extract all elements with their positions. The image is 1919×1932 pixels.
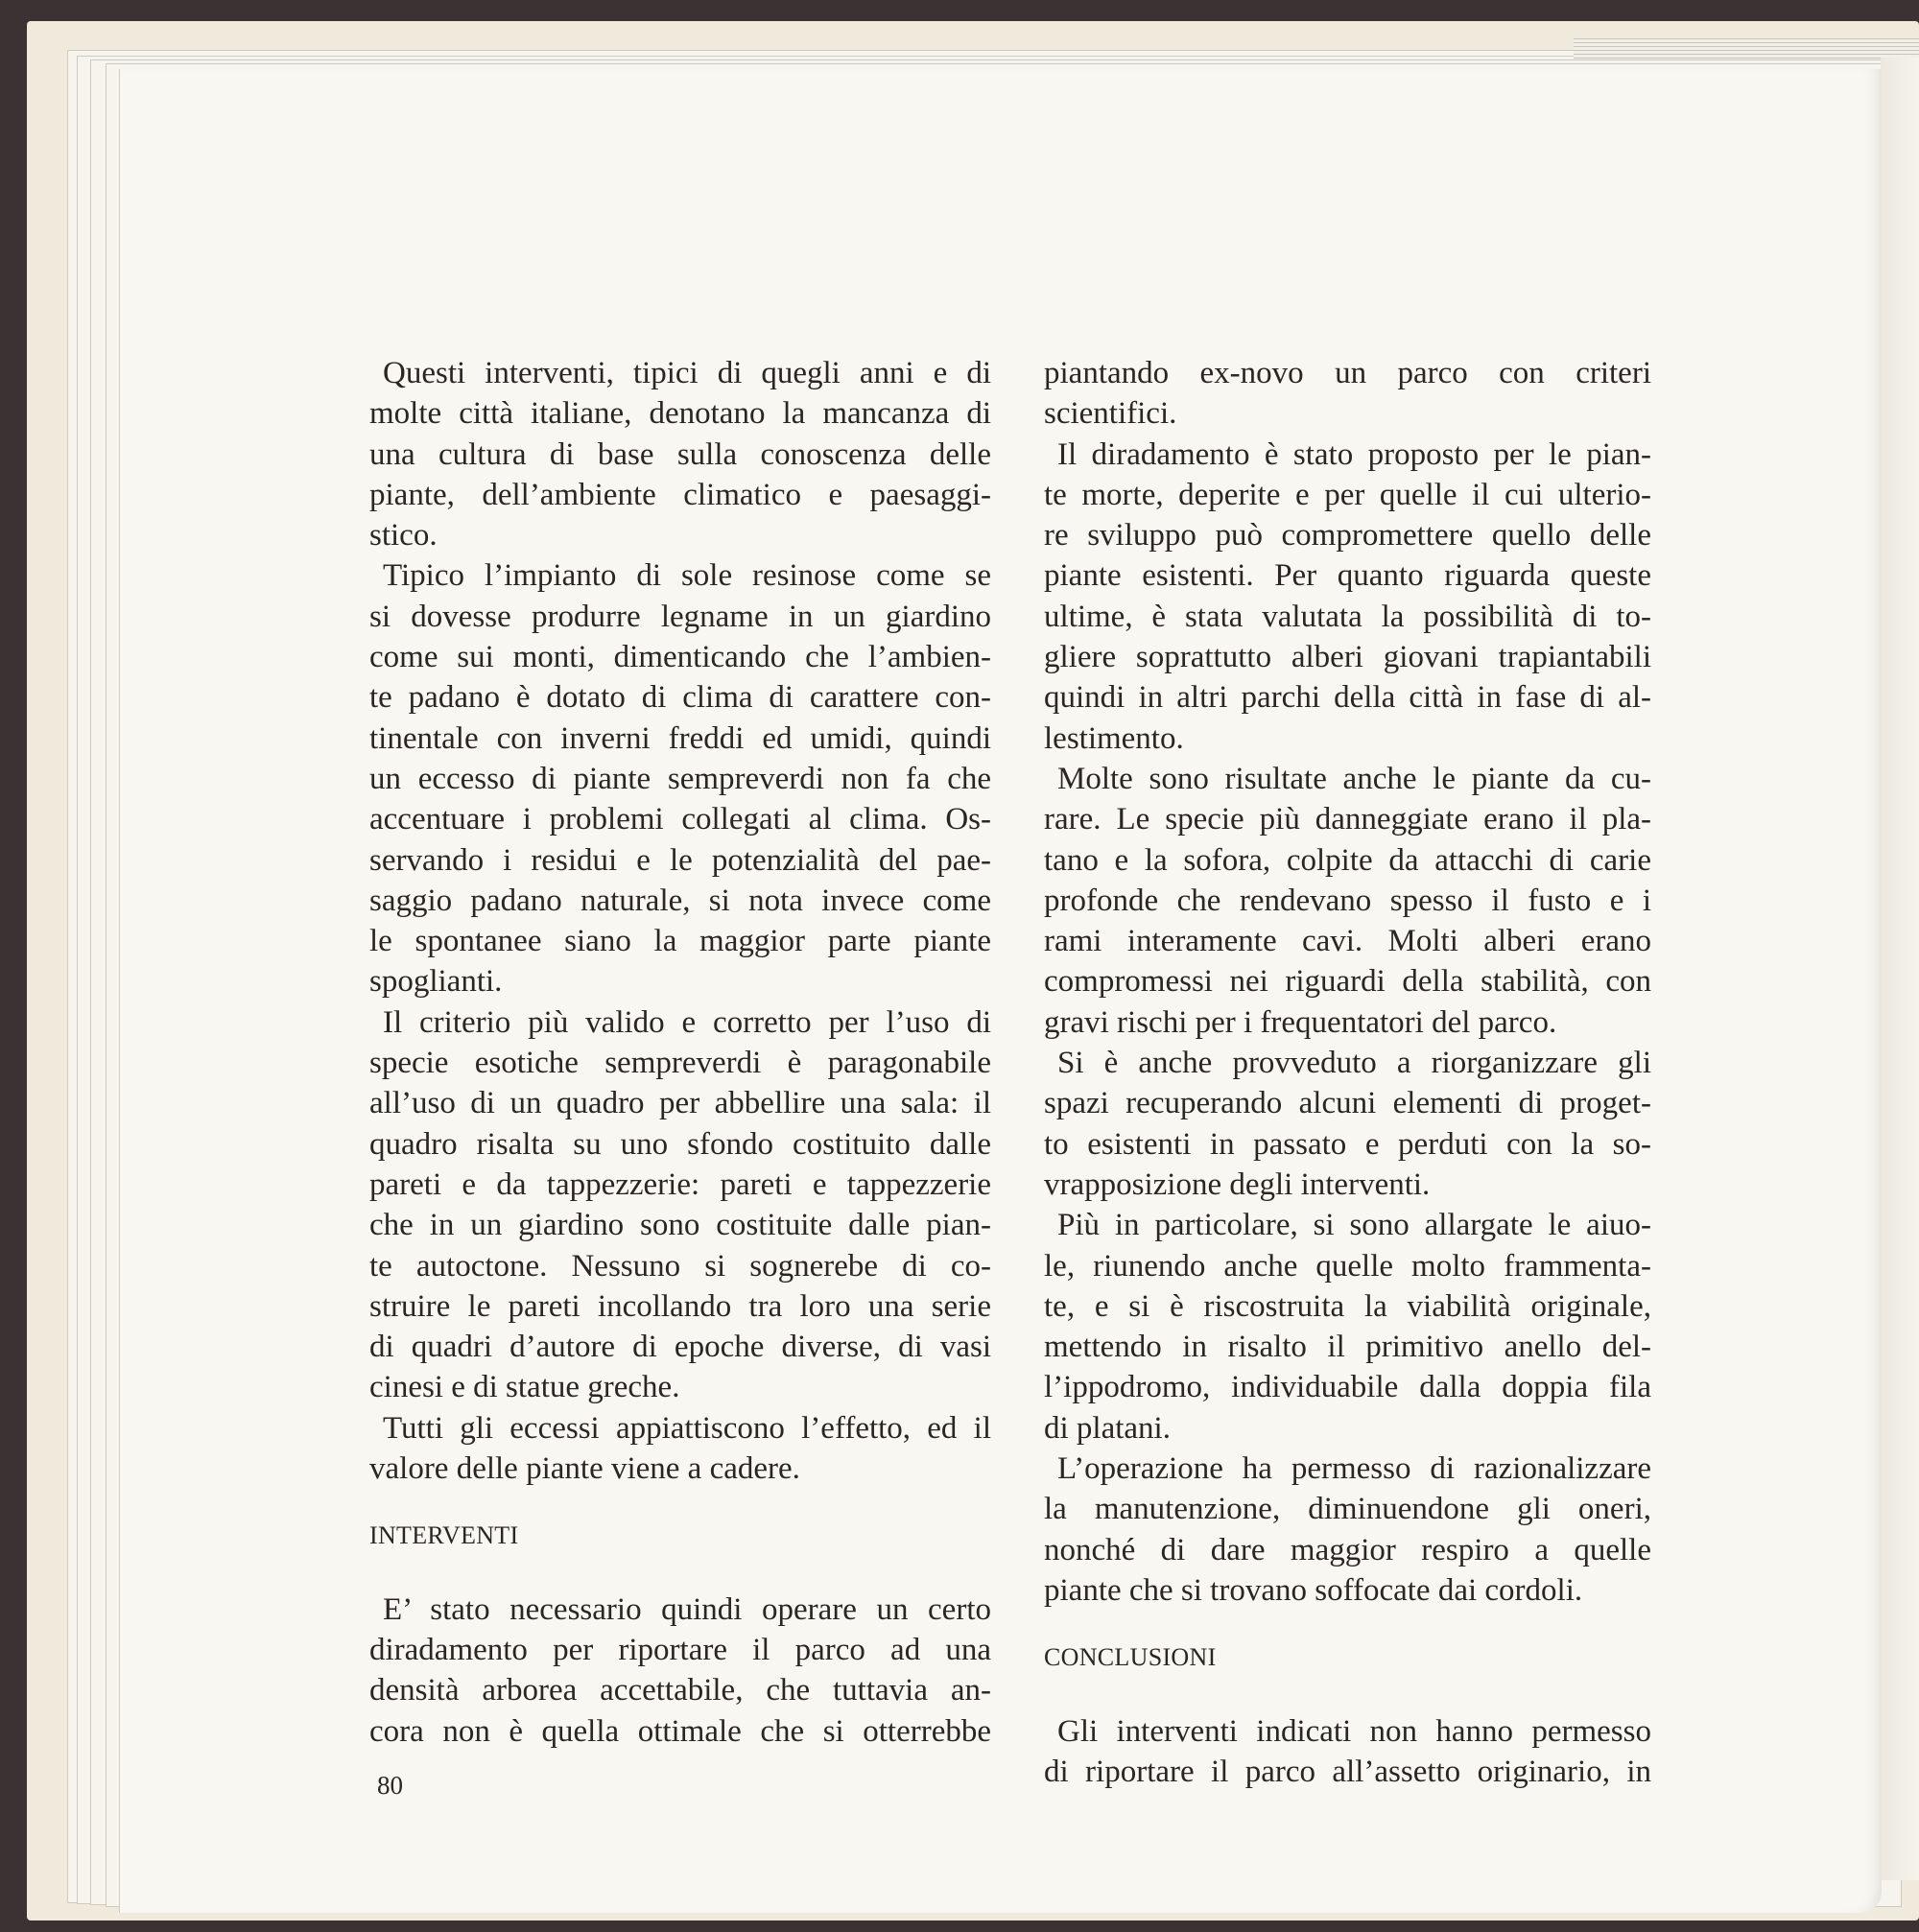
spacer [1044,1611,1651,1637]
spacer [369,1489,991,1516]
text-line: di platani. [1044,1410,1171,1446]
text-line: lestimento. [1044,720,1184,756]
text-line: una cultura di base sulla conoscenza delle [369,436,991,472]
text-line: mettendo in risalto il primitivo anello del- [1044,1330,1651,1365]
text-line: te padano è dotato di clima di carattere con- [369,680,991,716]
text-line: molte città italiane, denotano la mancanza di [369,396,991,432]
text-line: nonché di dare maggior respiro a quelle [1044,1532,1651,1567]
section-heading-interventi: INTERVENTI [369,1521,519,1550]
text-line: Questi interventi, tipici di quegli anni e di [383,356,991,390]
text-line: come sui monti, dimenticando che l’ambien- [369,640,991,675]
text-line: piante che si trovano soffocate dai cordoli. [1044,1572,1583,1608]
background-top [0,0,1919,21]
text-line: Tutti gli eccessi appiattiscono l’effetto, ed il [383,1410,991,1446]
text-line: piantando ex-novo un parco con criteri [1044,356,1651,390]
text-line: un eccesso di piante sempreverdi non fa che [369,761,991,796]
text-line: profonde che rendevano spesso il fusto e i [1044,883,1651,918]
text-line: rare. Le specie più danneggiate erano il pla- [1044,802,1651,837]
text-line: saggio padano naturale, si nota invece come [369,883,991,918]
text-line: di quadri d’autore di epoche diverse, di vasi [369,1330,991,1365]
text-line: gliere soprattutto alberi giovani trapiantabili [1044,640,1651,675]
text-line: piante, dell’ambiente climatico e paesaggi- [369,477,991,512]
text-line: Molte sono risultate anche le piante da cu- [1057,761,1651,796]
section-heading-conclusioni: CONCLUSIONI [1044,1643,1217,1672]
text-line: te, e si è riscostruita la viabilità originale, [1044,1288,1651,1324]
text-line: cora non è quella ottimale che si otterrebbe [369,1713,991,1749]
text-line: to esistenti in passato e perduti con la so- [1044,1126,1651,1162]
text-line: Si è anche provveduto a riorganizzare gli [1057,1046,1651,1081]
right-column [1044,353,1651,1792]
text-line: pareti e da tappezzerie: pareti e tappezzerie [369,1166,991,1202]
text-line: specie esotiche sempreverdi è paragonabile [369,1046,991,1081]
text-line: di riportare il parco all’assetto originario, in [1044,1754,1651,1789]
left-column [369,353,991,1752]
text-line: Tipico l’impianto di sole resinose come se [383,558,991,594]
text-line: scientifici. [1044,396,1177,432]
text-line: Gli interventi indicati non hanno permesso [1057,1713,1651,1749]
spacer [369,1557,991,1590]
text-line: E’ stato necessario quindi operare un certo [383,1591,991,1627]
text-line: quindi in altri parchi della città in fase di al- [1044,680,1651,716]
text-line: Il criterio più valido e corretto per l’uso di [383,1004,991,1040]
text-line: rami interamente cavi. Molti alberi erano [1044,924,1651,959]
text-line: gravi rischi per i frequentatori del parco. [1044,1004,1557,1040]
text-line: all’uso di un quadro per abbellire una sala: il [369,1086,991,1121]
text-line: valore delle piante viene a cadere. [369,1451,800,1487]
text-line: re sviluppo può compromettere quello delle [1044,518,1651,554]
text-line: spazi recuperando alcuni elementi di proget- [1044,1086,1651,1121]
text-line: si dovesse produrre legname in un giardino [369,599,991,634]
text-line: densità arborea accettabile, che tuttavia an- [369,1673,991,1708]
text-line: struire le pareti incollando tra loro una serie [369,1288,991,1324]
text-line: L’operazione ha permesso di razionalizzare [1057,1451,1651,1487]
text-line: te morte, deperite e per quelle il cui ulterio- [1044,477,1651,512]
spacer [1044,1679,1651,1711]
text-line: tinentale con inverni freddi ed umidi, quindi [369,720,991,756]
text-line: Più in particolare, si sono allargate le aiuo- [1057,1208,1651,1243]
text-line: te autoctone. Nessuno si sognerebe di co- [369,1248,991,1284]
text-line: la manutenzione, diminuendone gli oneri, [1044,1492,1651,1527]
page-stack-top-right [1574,38,1919,59]
text-line: Il diradamento è stato proposto per le pian- [1057,436,1651,472]
text-line: cinesi e di statue greche. [369,1370,680,1405]
text-line: stico. [369,518,438,554]
text-line: che in un giardino sono costituite dalle pian- [369,1208,991,1243]
text-line: vrapposizione degli interventi. [1044,1166,1431,1202]
text-line: piante esistenti. Per quanto riguarda queste [1044,558,1651,594]
text-line: le, riunendo anche quelle molto frammenta- [1044,1248,1651,1284]
text-line: quadro risalta su uno sfondo costituito dalle [369,1126,991,1162]
text-line: accentuare i problemi collegati al clima. Os- [369,802,991,837]
text-line: compromessi nei riguardi della stabilità, con [1044,964,1651,1000]
text-line: servando i residui e le potenzialità del pae- [369,842,991,878]
text-line: le spontanee siano la maggior parte piante [369,924,991,959]
text-line: diradamento per riportare il parco ad una [369,1632,991,1667]
text-line: tano e la sofora, colpite da attacchi di carie [1044,842,1651,878]
facing-page-edge [1881,58,1919,1880]
text-line: ultime, è stata valutata la possibilità di to- [1044,599,1651,634]
page-number: 80 [377,1771,403,1800]
text-line: spoglianti. [369,964,503,1000]
text-line: l’ippodromo, individuabile dalla doppia fila [1044,1370,1651,1405]
